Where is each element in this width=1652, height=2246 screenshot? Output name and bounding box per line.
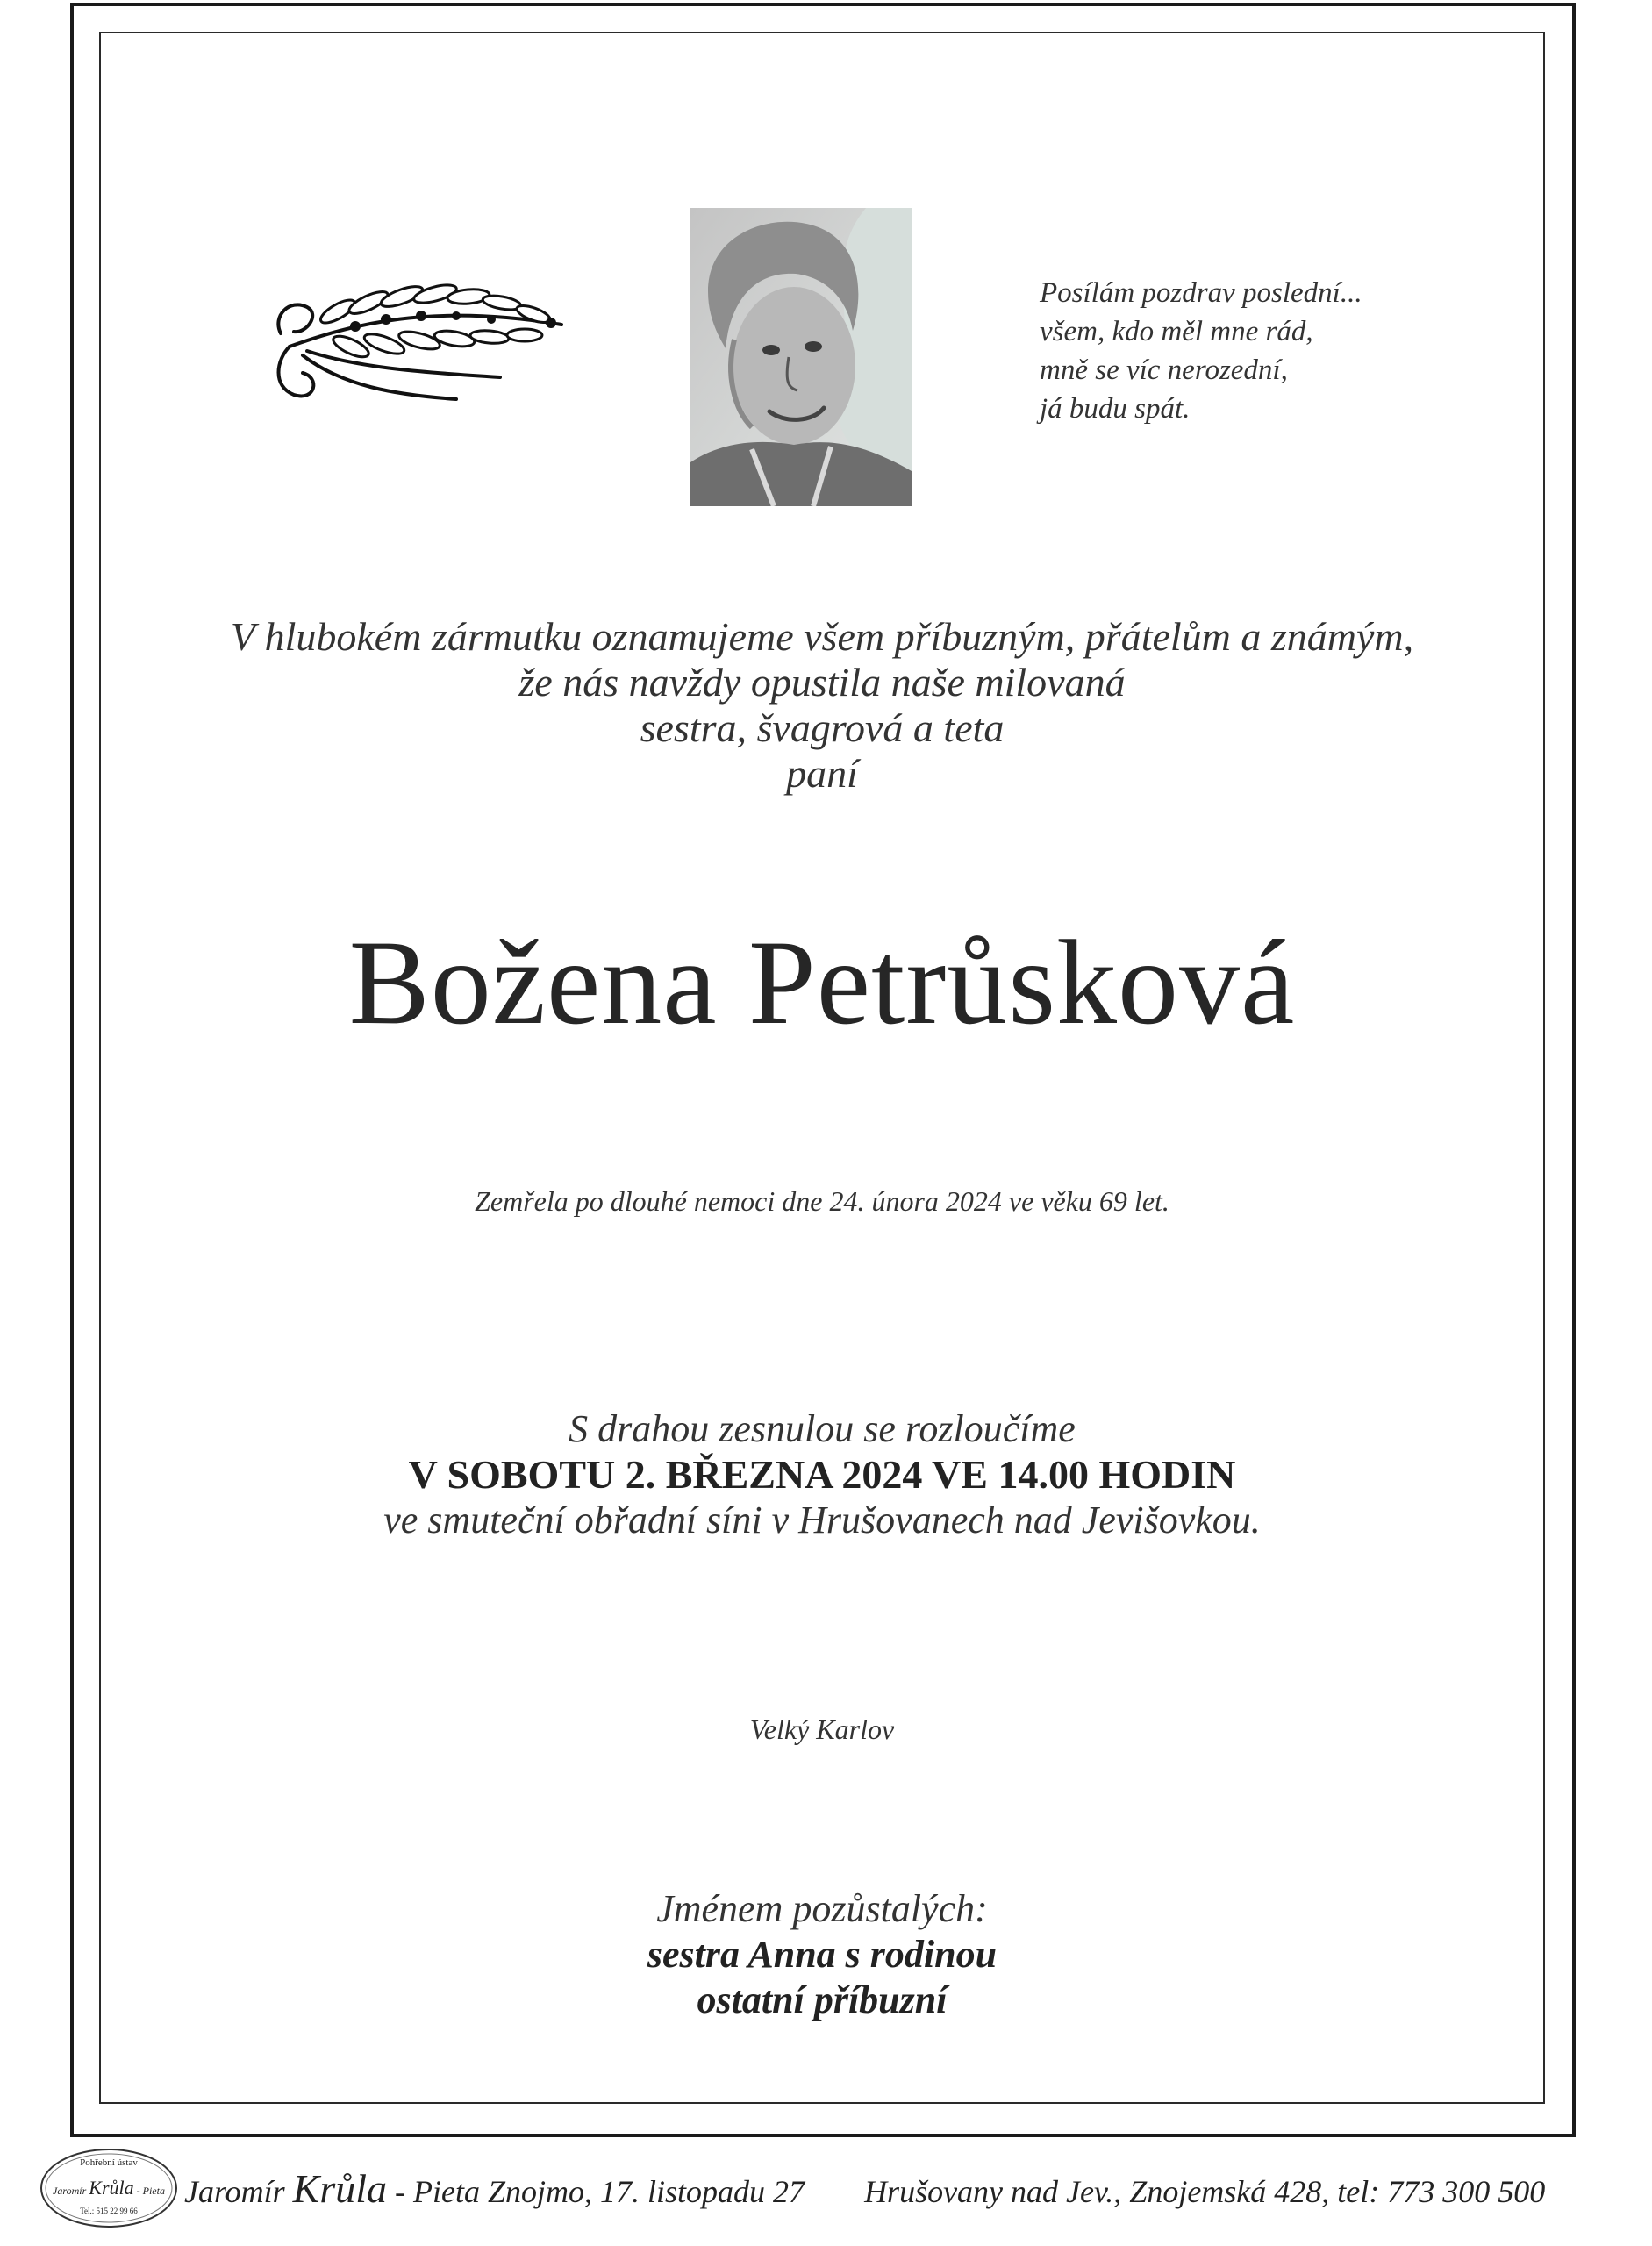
footer-owner: Jaromír — [184, 2174, 285, 2209]
logo-suffix: - Pieta — [136, 2185, 165, 2197]
signature-block — [99, 1886, 1545, 2023]
intro-line: že nás navždy opustila naše milovaná — [518, 660, 1126, 705]
footer-address-1: Znojmo, 17. listopadu 27 — [488, 2174, 805, 2209]
footer-brand: Krůla — [292, 2166, 388, 2211]
funeral-home-logo — [39, 2147, 179, 2229]
logo-middle-text — [39, 2177, 179, 2200]
poem-line: já budu spát. — [1040, 393, 1191, 425]
intro-line: sestra, švagrová a teta — [640, 705, 1005, 750]
footer-suffix: - Pieta — [395, 2174, 481, 2209]
intro-line: V hlubokém zármutku oznamujeme všem příbuzným, přátelům a známým, — [230, 614, 1414, 659]
signature-heading: Jménem pozůstalých: — [656, 1887, 988, 1930]
ceremony-location: ve smuteční obřadní síni v Hrušovanech nad Jevišovkou. — [383, 1499, 1261, 1541]
footer — [184, 2167, 1606, 2214]
intro-line: paní — [786, 751, 858, 796]
poem-line: všem, kdo měl mne rád, — [1040, 316, 1313, 347]
poem-line: Posílám pozdrav poslední... — [1040, 277, 1362, 309]
poem-line: mně se víc nerozední, — [1040, 354, 1288, 386]
ceremony-date: V SOBOTU 2. BŘEZNA 2024 VE 14.00 HODIN — [408, 1452, 1236, 1497]
ceremony-info — [99, 1406, 1545, 1543]
logo-top-text: Pohřební ústav — [80, 2157, 138, 2168]
logo-brand: Krůla — [89, 2177, 134, 2199]
deceased-name: Božena Petrůsková — [348, 915, 1296, 1049]
footer-address-2: Hrušovany nad Jev., Znojemská 428, tel: 773 300 500 — [864, 2174, 1546, 2209]
logo-phone: Tel.: 515 22 99 66 — [80, 2207, 138, 2215]
signature-line-2: ostatní příbuzní — [697, 1978, 948, 2021]
logo-owner: Jaromír — [53, 2185, 87, 2197]
signature-line-1: sestra Anna s rodinou — [647, 1933, 998, 1976]
portrait-photo — [690, 208, 912, 506]
poem — [1040, 274, 1426, 428]
announcement-intro — [99, 614, 1545, 797]
ceremony-line-1: S drahou zesnulou se rozloučíme — [569, 1407, 1076, 1450]
laurel-branch-icon — [254, 263, 570, 417]
death-note: Zemřela po dlouhé nemoci dne 24. února 2024 ve věku 69 let. — [475, 1185, 1169, 1217]
place-name: Velký Karlov — [749, 1713, 895, 1745]
